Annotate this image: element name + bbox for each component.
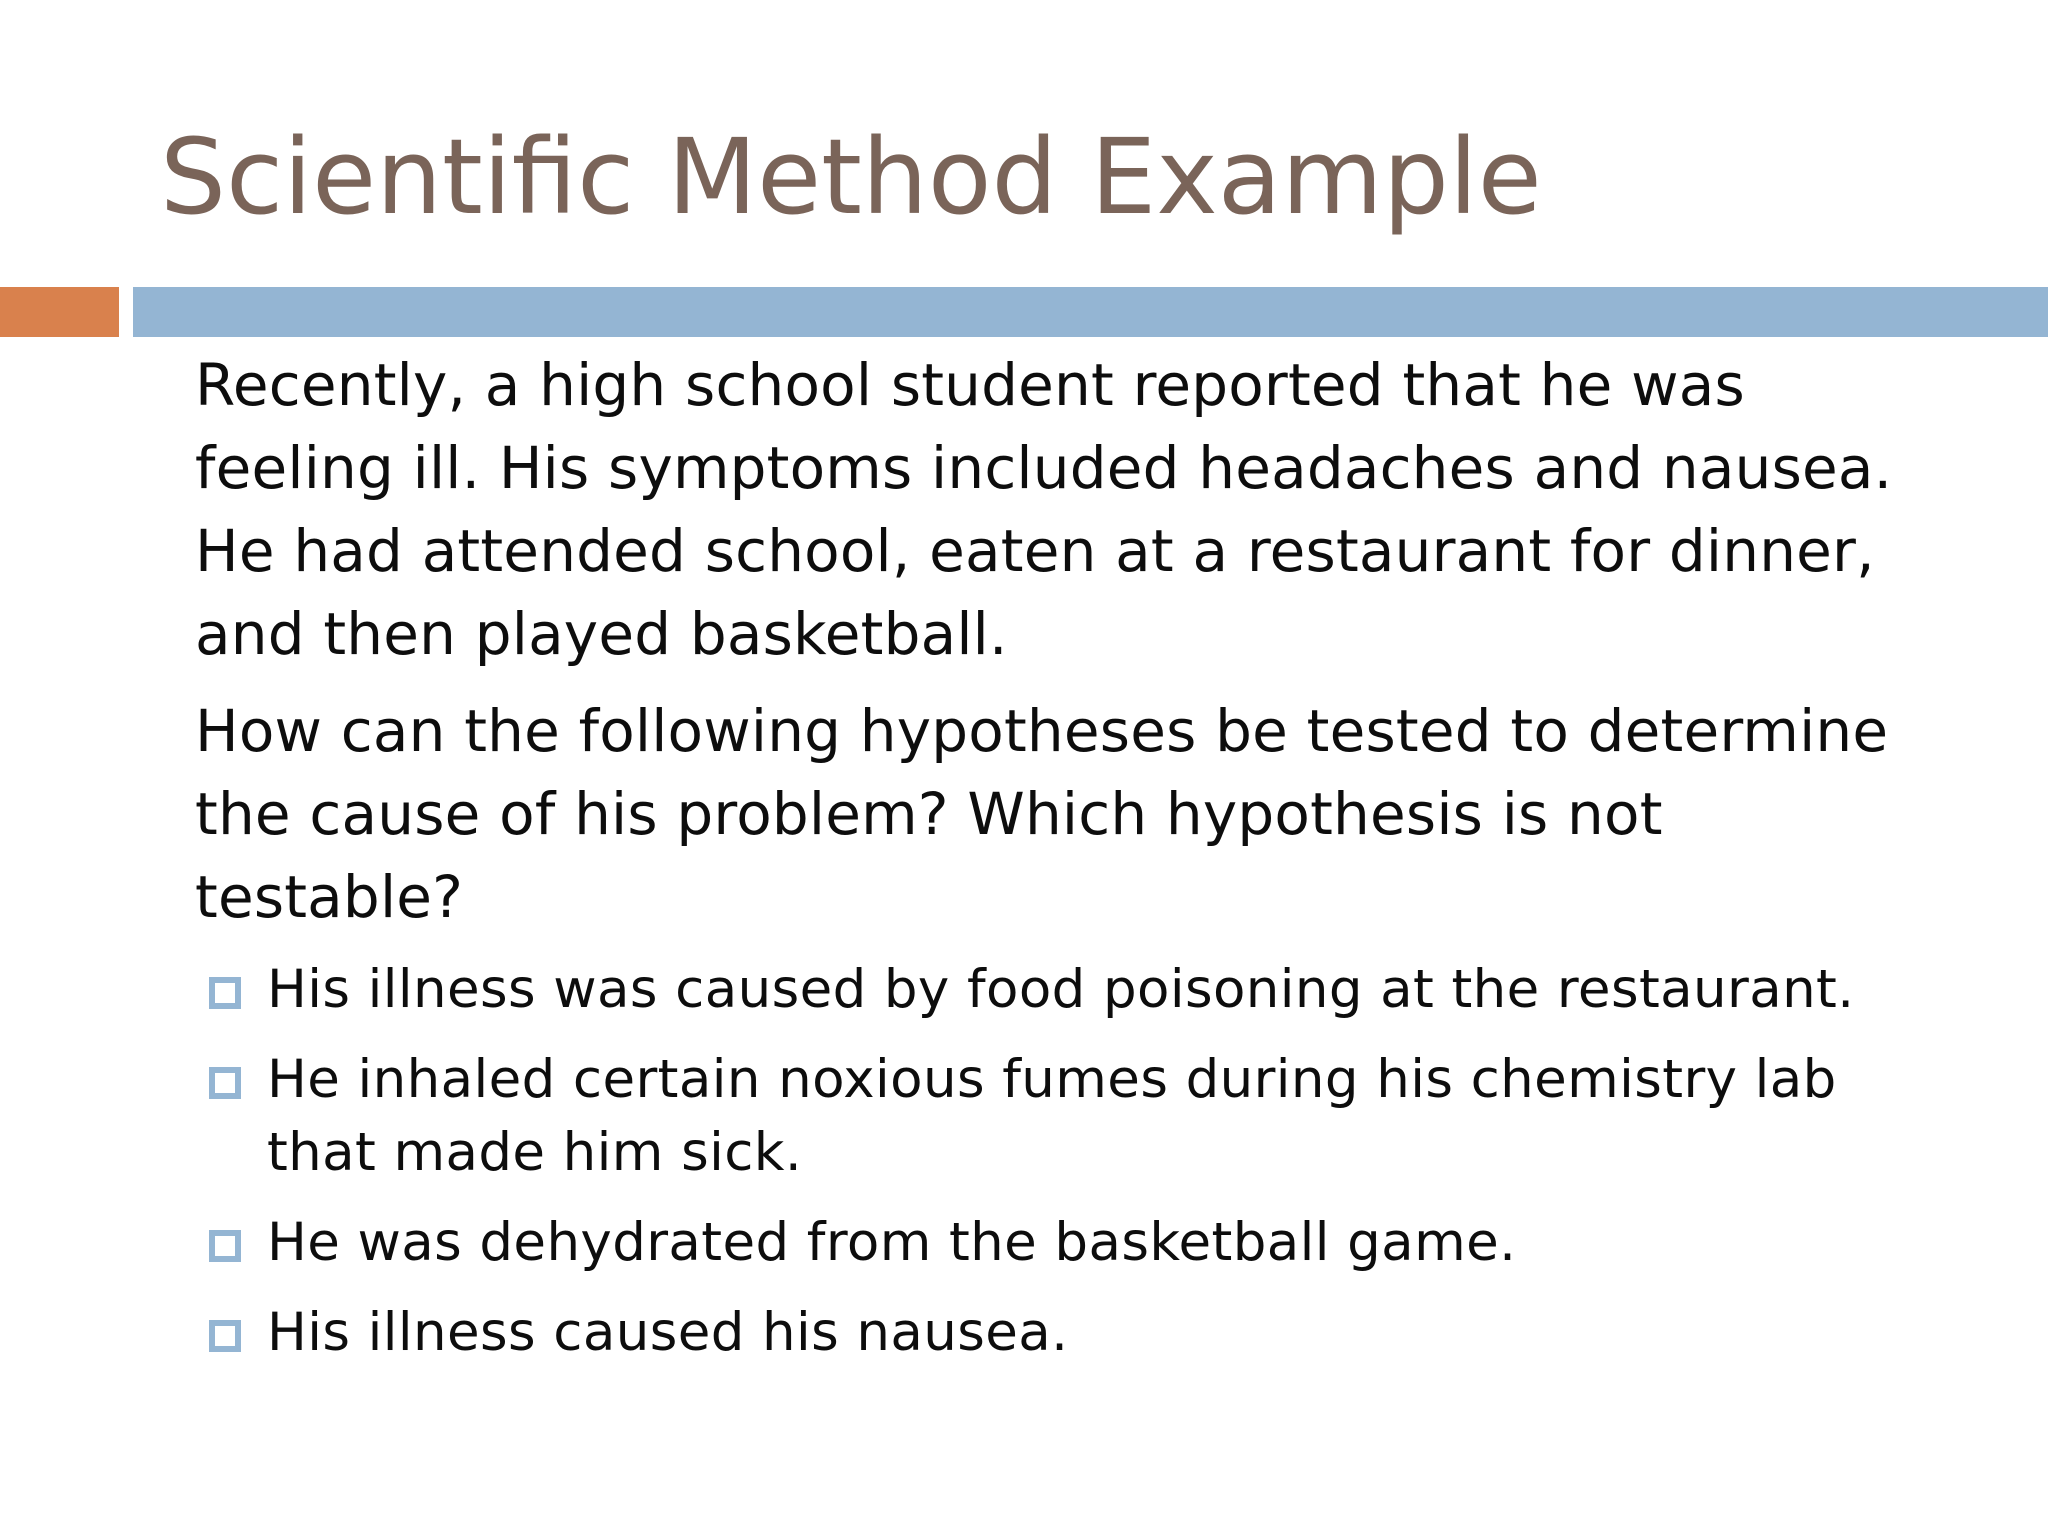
question-paragraph: How can the following hypotheses be tested to determine the cause of his problem? Which hypothesis is not testable?: [195, 697, 1889, 931]
square-bullet-icon: [209, 1230, 241, 1262]
square-bullet-icon: [209, 1067, 241, 1099]
hypothesis-text: His illness was caused by food poisoning at the restaurant.: [267, 959, 1855, 1020]
hypothesis-text: He was dehydrated from the basketball game.: [267, 1212, 1517, 1273]
slide-body: [195, 344, 1935, 1386]
hypothesis-item: [195, 1206, 1935, 1279]
square-bullet-icon: [209, 977, 241, 1009]
accent-bar-blue: [133, 287, 2048, 337]
slide-title: Scientific Method Example: [160, 116, 1542, 238]
hypothesis-list: [195, 953, 1935, 1369]
hypothesis-item: [195, 1043, 1935, 1189]
accent-bar-orange: [0, 287, 119, 337]
square-bullet-icon: [209, 1320, 241, 1352]
hypothesis-text: He inhaled certain noxious fumes during his chemistry lab that made him sick.: [267, 1049, 1837, 1183]
hypothesis-text: His illness caused his nausea.: [267, 1302, 1069, 1363]
hypothesis-item: [195, 1296, 1935, 1369]
hypothesis-item: [195, 953, 1935, 1026]
intro-paragraph: Recently, a high school student reported that he was feeling ill. His symptoms included headaches and nausea. He had attended school, eaten at a restaurant for dinner, and then played basketball.: [195, 351, 1893, 668]
